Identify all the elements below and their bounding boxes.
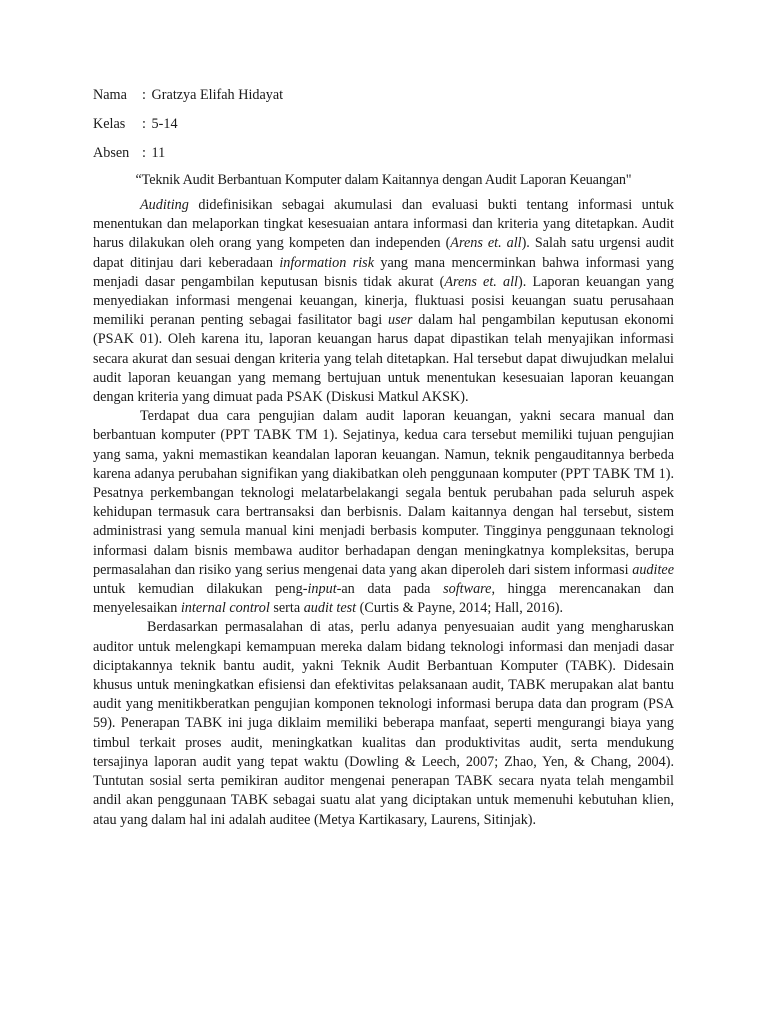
italic-term: auditee (632, 561, 674, 578)
italic-term: Arens et. all (450, 235, 522, 252)
nama-separator: : (142, 87, 146, 103)
italic-term: information risk (279, 254, 374, 271)
text-run: serta (269, 600, 304, 617)
text-run: , hingga merencanakan dan menyelesaikan (93, 581, 674, 617)
nama-value: Gratzya Elifah Hidayat (151, 87, 284, 103)
text-run: -an data pada (336, 581, 444, 598)
text-run: (Curtis & Payne, 2014; Hall, 2016). (356, 600, 563, 617)
text-run: ). Laporan keuangan yang menyediakan informasi mengenai keuangan, kinerja, fluktuasi posisi keuangan suatu perusahaan memiliki peranan penting sebagai fasilitator bagi (93, 273, 674, 329)
document-title: “Teknik Audit Berbantuan Komputer dalam Kaitannya dengan Audit Laporan Keuangan" (135, 172, 632, 188)
kelas-row (93, 114, 674, 134)
text-run: untuk kemudian dilakukan peng- (93, 581, 308, 598)
text-run: dalam hal pengambilan keputusan ekonomi (PSAK 01). Oleh karena itu, laporan keuangan harus dapat dipastikan telah menyajikan informasi secara akurat dan sesuai dengan kriteria yang telah ditetapkan. Hal tersebut dapat diwujudkan melalui audit laporan keuangan yang memang bertujuan untuk menentukan kesesuaian laporan keuangan dengan kriteria yang dimuat pada PSAK (Diskusi Matkul AKSK). (93, 312, 674, 406)
paragraph-3 (93, 618, 674, 829)
text-run: Terdapat dua cara pengujian dalam audit laporan keuangan, yakni secara manual dan berbantuan komputer (PPT TABK TM 1). Sejatinya, kedua cara tersebut memiliki tujuan pengujian yang sama, yakni memastikan keandalan laporan keuangan. Namun, teknik pengauditannya berbeda karena adanya perubahan signifikan yang diakibatkan oleh penggunaan komputer (PPT TABK TM 1). Pesatnya perkembangan teknologi melatarbelakangi segala bentuk perubahan pada seluruh aspek kehidupan termasuk cara bertransaksi dan berbisnis. Dalam kaitannya dengan hal tersebut, sistem administrasi yang semula manual kini menjadi berbasis komputer. Tingginya penggunaan teknologi informasi dalam bisnis membawa auditor berhadapan dengan meningkatnya kompleksitas, berupa permasalahan dan risiko yang serius mengenai data yang akan diperoleh dari sistem informasi (93, 408, 674, 578)
italic-term: internal control (180, 600, 270, 617)
document-page (93, 85, 674, 830)
paragraph-1 (93, 196, 674, 407)
text-run: Berdasarkan permasalahan di atas, perlu adanya penyesuaian audit yang mengharuskan auditor untuk melengkapi kemampuan mereka dalam bidang teknologi informasi dan menjadi dasar diciptakannya teknik bantu audit, yakni Teknik Audit Berbantuan Komputer (TABK). Didesain khusus untuk meningkatkan efisiensi dan efektivitas pelaksanaan audit, TABK merupakan alat bantu audit yang menitikberatkan pengujian komponen teknologi informasi berupa data dan program (PSA 59). Penerapan TABK ini juga diklaim memiliki beberapa manfaat, seperti mengurangi biaya yang timbul terkait proses audit, meningkatkan kualitas dan produktivitas audit, serta mendukung tersajinya laporan audit yang tepat waktu (Dowling & Leech, 2007; Zhao, Yen, & Chang, 2004). Tuntutan sosial serta pemikiran auditor mengenai penerapan TABK secara nyata telah mengambil andil akan penggunaan TABK sebagai suatu alat yang diciptakan untuk memenuhi kebutuhan klien, atau yang dalam hal ini adalah auditee (Metya Kartikasary, Laurens, Sitinjak). (93, 619, 674, 828)
text-run: didefinisikan sebagai akumulasi dan evaluasi bukti tentang informasi untuk menentukan dan melaporkan tingkat kesesuaian antara informasi dan kriteria yang ditetapkan. Audit harus dilakukan oleh orang yang kompeten dan independen ( (93, 197, 674, 252)
italic-term: audit test (303, 600, 357, 617)
italic-term: software (443, 581, 492, 598)
kelas-label: Kelas (93, 116, 126, 132)
text-run: yang mana mencerminkan bahwa informasi yang menjadi dasar pengambilan keputusan bisnis tidak akurat ( (93, 254, 674, 290)
italic-term: Arens et. all (444, 273, 518, 290)
absen-row (93, 143, 674, 163)
italic-term: input (307, 581, 337, 598)
kelas-value: 5-14 (151, 116, 178, 132)
nama-label: Nama (93, 87, 127, 103)
italic-term: Auditing (140, 197, 189, 213)
italic-term: user (387, 312, 413, 329)
absen-value: 11 (151, 145, 166, 161)
kelas-separator: : (142, 116, 146, 132)
absen-separator: : (142, 145, 146, 161)
paragraph-2 (93, 407, 674, 618)
text-run: ). Salah satu urgensi audit dapat ditinjau dari keberadaan (93, 235, 674, 271)
nama-row (93, 85, 674, 105)
absen-label: Absen (93, 145, 130, 161)
